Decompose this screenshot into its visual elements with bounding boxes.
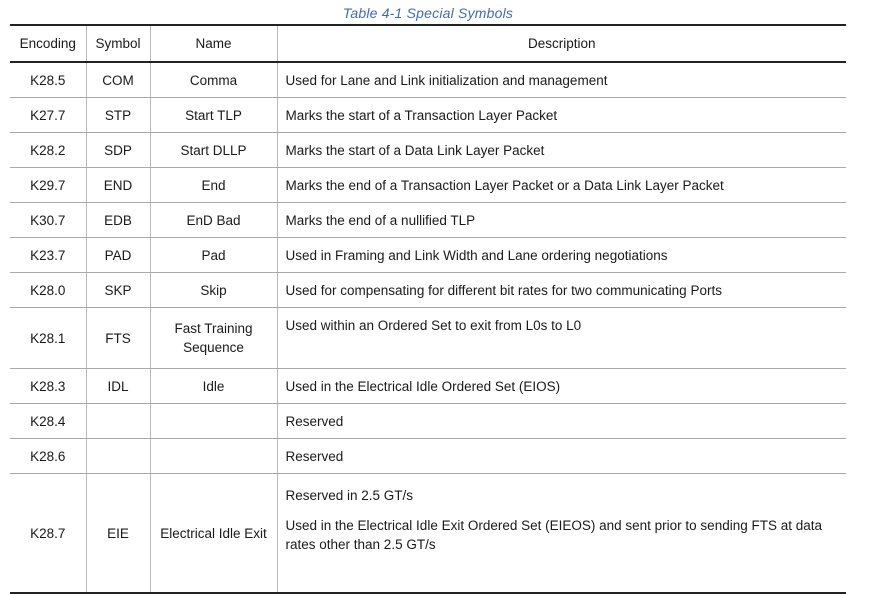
symbol-cell: SKP: [86, 273, 150, 308]
encoding-cell: K27.7: [10, 98, 86, 133]
name-cell: Start DLLP: [150, 133, 277, 168]
description-cell: Marks the start of a Transaction Layer Packet: [277, 98, 846, 133]
encoding-cell: K23.7: [10, 238, 86, 273]
table-row: [10, 474, 846, 594]
symbol-cell: PAD: [86, 238, 150, 273]
description-cell: Used within an Ordered Set to exit from L0s to L0: [277, 308, 846, 369]
description-cell: Used in the Electrical Idle Ordered Set (EIOS): [277, 369, 846, 404]
header-row: [10, 25, 846, 62]
table-body: [10, 62, 846, 593]
name-cell: Pad: [150, 238, 277, 273]
table-header: [10, 25, 846, 62]
symbol-cell: [86, 404, 150, 439]
encoding-cell: K28.0: [10, 273, 86, 308]
name-cell: [150, 404, 277, 439]
name-cell: End: [150, 168, 277, 203]
description-cell: Used in Framing and Link Width and Lane ordering negotiations: [277, 238, 846, 273]
table-row: [10, 62, 846, 98]
encoding-cell: K28.3: [10, 369, 86, 404]
encoding-cell: K28.4: [10, 404, 86, 439]
table-row: [10, 98, 846, 133]
description-cell: Reserved: [277, 404, 846, 439]
table-row: [10, 404, 846, 439]
symbol-cell: FTS: [86, 308, 150, 369]
description-cell: Used for Lane and Link initialization and management: [277, 62, 846, 98]
name-cell: Fast Training Sequence: [150, 308, 277, 369]
table-row: [10, 168, 846, 203]
name-cell: Comma: [150, 62, 277, 98]
encoding-cell: K28.7: [10, 474, 86, 594]
table-row: [10, 238, 846, 273]
table-row: [10, 273, 846, 308]
name-cell: [150, 439, 277, 474]
table-row: [10, 439, 846, 474]
symbol-cell: EIE: [86, 474, 150, 594]
description-cell: Reserved: [277, 439, 846, 474]
description-cell: Marks the start of a Data Link Layer Packet: [277, 133, 846, 168]
symbol-cell: STP: [86, 98, 150, 133]
special-symbols-table: [10, 24, 846, 594]
encoding-cell: K28.6: [10, 439, 86, 474]
description-cell: Marks the end of a Transaction Layer Packet or a Data Link Layer Packet: [277, 168, 846, 203]
encoding-cell: K28.5: [10, 62, 86, 98]
encoding-cell: K28.1: [10, 308, 86, 369]
encoding-cell: K30.7: [10, 203, 86, 238]
header-name: Name: [150, 25, 277, 62]
symbol-cell: IDL: [86, 369, 150, 404]
table-row: [10, 308, 846, 369]
symbol-cell: COM: [86, 62, 150, 98]
name-cell: EnD Bad: [150, 203, 277, 238]
table-caption: Table 4-1 Special Symbols: [342, 5, 514, 21]
table-row: [10, 133, 846, 168]
symbol-cell: [86, 439, 150, 474]
table-row: [10, 203, 846, 238]
symbol-cell: EDB: [86, 203, 150, 238]
header-encoding: Encoding: [10, 25, 86, 62]
name-cell: Electrical Idle Exit: [150, 474, 277, 594]
name-cell: Start TLP: [150, 98, 277, 133]
symbol-cell: SDP: [86, 133, 150, 168]
header-symbol: Symbol: [86, 25, 150, 62]
name-cell: Skip: [150, 273, 277, 308]
name-cell: Idle: [150, 369, 277, 404]
description-cell: Marks the end of a nullified TLP: [277, 203, 846, 238]
description-line-1: Reserved in 2.5 GT/s: [285, 488, 414, 503]
encoding-cell: K29.7: [10, 168, 86, 203]
header-description: Description: [277, 25, 846, 62]
description-cell: Used for compensating for different bit rates for two communicating Ports: [277, 273, 846, 308]
encoding-cell: K28.2: [10, 133, 86, 168]
description-line-2: Used in the Electrical Idle Exit Ordered Set (EIEOS) and sent prior to sending FTS at data rates other than 2.5 GT/s: [285, 518, 823, 552]
symbol-cell: END: [86, 168, 150, 203]
description-cell: [277, 474, 846, 594]
table-row: [10, 369, 846, 404]
